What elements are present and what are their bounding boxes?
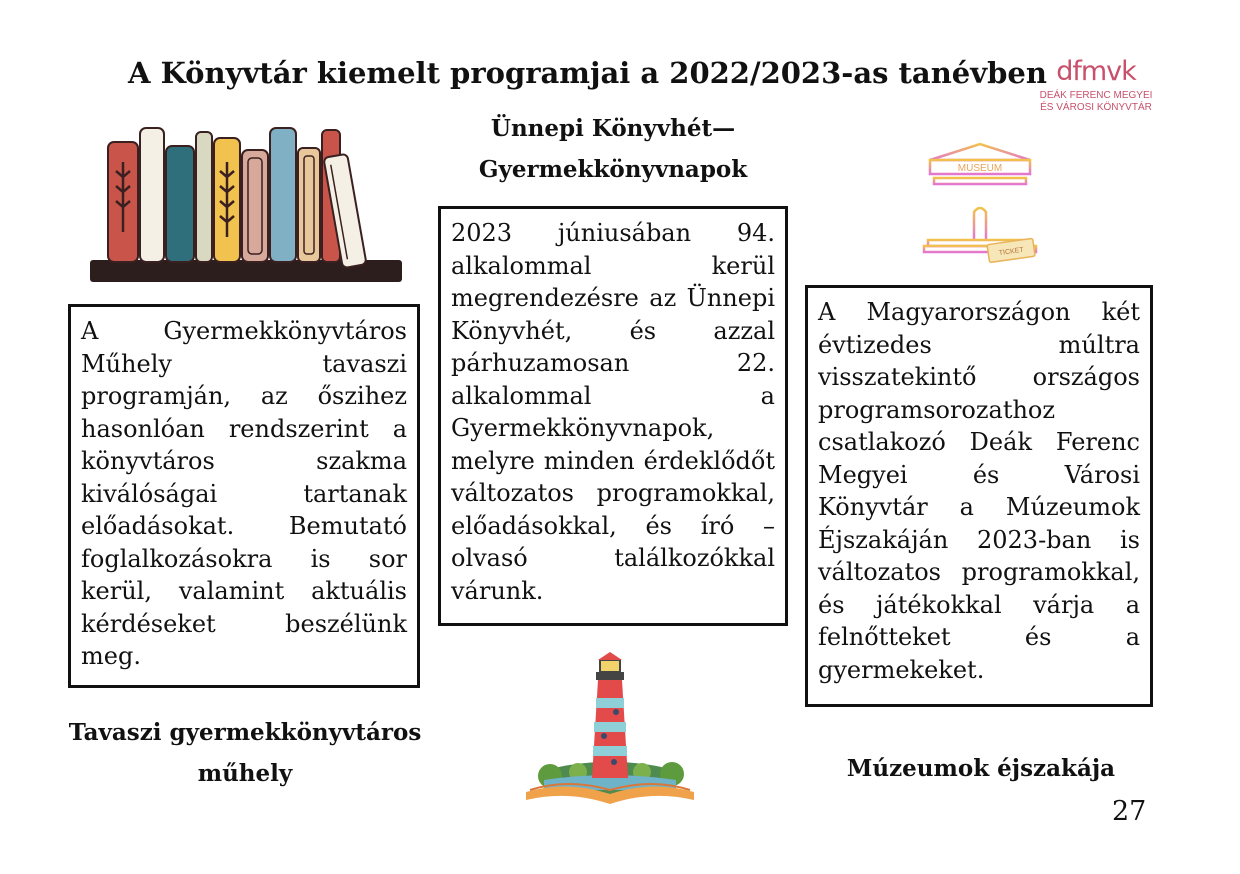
museum-sign-text: MUSEUM xyxy=(957,163,1003,174)
center-heading-line-2: Gyermekkönyvnapok xyxy=(478,156,748,183)
logo-mark: dfmvk xyxy=(1056,56,1136,87)
logo-line-2: ÉS VÁROSI KÖNYVTÁR xyxy=(1040,102,1152,113)
center-text: 2023 júniusában 94. alkalommal kerül megrendezésre az Ünnepi Könyvhét, és azzal párhuzamosan 22. alkalommal a Gyermekkönyvnapok, melyre minden érdeklődőt változatos programokkal, előadásokkal, és író – olvasó találkozókkal várunk. xyxy=(451,219,775,605)
left-caption-line-1: Tavaszi gyermekkönyvtáros xyxy=(68,719,422,746)
ticket-text: TICKET xyxy=(998,246,1025,258)
left-caption-line-2: műhely xyxy=(197,760,293,787)
right-text: A Magyarországon két évtizedes múltra visszatekintő országos programsorozathoz csatlakozó Deák Ferenc Megyei és Városi Könyvtár a Múzeumok Éjszakáján 2023-ban is változatos programokkal, és játékokkal várja a felnőtteket és a gyermekeket. xyxy=(818,298,1140,684)
right-text-box xyxy=(805,285,1153,707)
books-illustration xyxy=(90,122,405,290)
lighthouse-book-illustration xyxy=(524,650,696,810)
logo-line-1: DEÁK FERENC MEGYEI xyxy=(1039,90,1153,101)
center-text-box xyxy=(438,206,788,626)
page-number: 27 xyxy=(1112,796,1147,827)
left-text: A Gyermekkönyvtáros Műhely tavaszi programján, az őszihez hasonlóan rendszerint a könyvtáros szakma kiválóságai tartanak előadásokat. Bemutató foglalkozásokra is sor kerül, valamint aktuális kérdéseket beszélünk meg. xyxy=(81,317,407,670)
center-heading xyxy=(448,108,778,190)
left-text-box xyxy=(68,304,420,688)
left-caption xyxy=(50,712,440,794)
page-title: A Könyvtár kiemelt programjai a 2022/2023-as tanévben xyxy=(128,56,1047,90)
right-caption: Múzeumok éjszakája xyxy=(846,755,1116,782)
center-heading-line-1: Ünnepi Könyvhét— xyxy=(490,115,736,142)
library-logo xyxy=(1036,58,1156,122)
museum-icon xyxy=(922,140,1038,264)
